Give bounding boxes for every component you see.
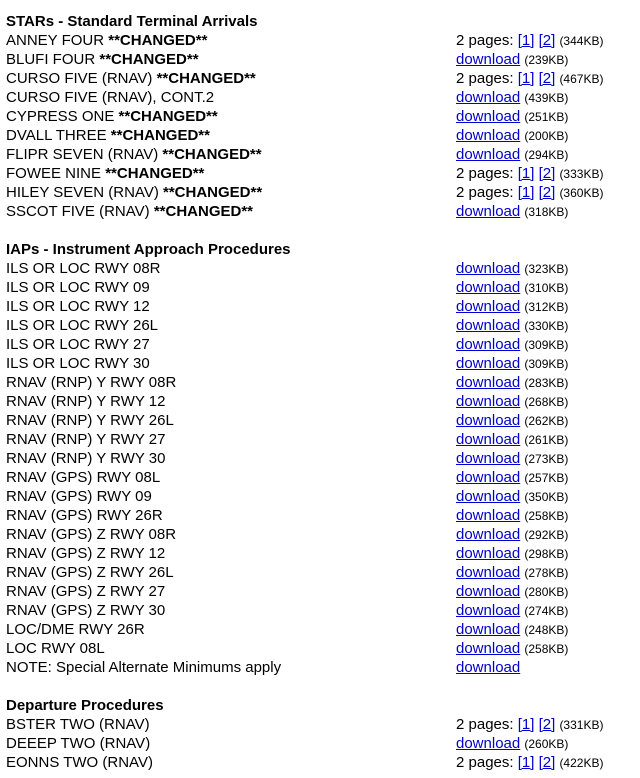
procedure-name (6, 563, 174, 582)
procedure-name (6, 525, 176, 544)
file-size: (292KB) (524, 528, 569, 542)
file-size: (251KB) (524, 110, 569, 124)
procedure-name (6, 316, 158, 335)
download-link[interactable]: download (456, 279, 521, 296)
download-links (456, 50, 568, 70)
procedure-row (6, 639, 640, 658)
download-links (456, 753, 603, 773)
file-size: (273KB) (524, 452, 569, 466)
download-links (456, 335, 568, 355)
procedure-name (6, 582, 165, 601)
download-link[interactable]: download (456, 51, 521, 68)
procedure-row (6, 31, 640, 50)
download-links (456, 107, 568, 127)
procedure-name-text: LOC RWY 08L (6, 640, 105, 657)
file-size: (239KB) (524, 53, 569, 67)
procedure-row (6, 753, 640, 772)
procedure-row (6, 506, 640, 525)
download-links (456, 278, 568, 298)
file-size: (258KB) (524, 509, 569, 523)
pages-label: 2 pages: (456, 184, 514, 201)
section-title: IAPs - Instrument Approach Procedures (6, 241, 291, 258)
download-links (456, 734, 568, 754)
pages-label: 2 pages: (456, 754, 514, 771)
file-size: (422KB) (559, 756, 604, 770)
download-links (456, 582, 568, 602)
procedure-row (6, 107, 640, 126)
procedure-name (6, 639, 105, 658)
file-size: (283KB) (524, 376, 569, 390)
section-title: Departure Procedures (6, 697, 164, 714)
download-links (456, 164, 603, 184)
download-links (456, 468, 568, 488)
procedure-name-text: RNAV (RNP) Y RWY 30 (6, 450, 166, 467)
procedure-row (6, 126, 640, 145)
procedure-row (6, 487, 640, 506)
procedure-name (6, 468, 160, 487)
procedure-name (6, 373, 176, 392)
file-size: (278KB) (524, 566, 569, 580)
procedure-row (6, 658, 640, 677)
procedure-name (6, 69, 256, 88)
procedure-name-text: RNAV (GPS) Z RWY 08R (6, 526, 177, 543)
file-size: (344KB) (559, 34, 604, 48)
download-links (456, 31, 603, 51)
procedure-name (6, 430, 166, 449)
procedure-name (6, 107, 218, 126)
file-size: (350KB) (524, 490, 569, 504)
procedure-row (6, 734, 640, 753)
download-link[interactable]: download (456, 336, 521, 353)
download-links (456, 544, 568, 564)
procedure-name (6, 620, 145, 639)
procedure-row (6, 202, 640, 221)
file-size: (312KB) (524, 300, 569, 314)
page-1-link[interactable]: [1] (517, 754, 535, 771)
procedure-row (6, 449, 640, 468)
procedure-name (6, 202, 253, 221)
changed-flag: **CHANGED** (153, 203, 253, 220)
download-link[interactable]: download (456, 488, 521, 505)
procedure-name (6, 601, 165, 620)
download-link[interactable]: download (456, 298, 521, 315)
download-links (456, 715, 603, 735)
file-size: (258KB) (524, 642, 569, 656)
download-link[interactable]: download (456, 374, 521, 391)
changed-flag: **CHANGED** (162, 146, 262, 163)
file-size: (298KB) (524, 547, 569, 561)
file-size: (257KB) (524, 471, 569, 485)
file-size: (268KB) (524, 395, 569, 409)
procedure-row (6, 430, 640, 449)
download-link[interactable]: download (456, 526, 521, 543)
changed-flag: **CHANGED** (108, 32, 208, 49)
procedure-name (6, 449, 166, 468)
procedure-name-text: CYPRESS ONE (6, 108, 115, 125)
procedure-name-text: RNAV (GPS) RWY 09 (6, 488, 152, 505)
download-link[interactable]: download (456, 469, 521, 486)
download-link[interactable]: download (456, 412, 521, 429)
procedure-name (6, 145, 262, 164)
file-size: (248KB) (524, 623, 569, 637)
changed-flag: **CHANGED** (163, 184, 263, 201)
download-links (456, 202, 568, 222)
procedure-name (6, 50, 199, 69)
procedure-row (6, 563, 640, 582)
file-size: (261KB) (524, 433, 569, 447)
file-size: (309KB) (524, 338, 569, 352)
page-2-link[interactable]: [2] (538, 165, 556, 182)
procedure-name-text: BSTER TWO (RNAV) (6, 716, 150, 733)
download-links (456, 487, 568, 507)
file-size: (294KB) (524, 148, 569, 162)
procedure-name-text: ANNEY FOUR (6, 32, 105, 49)
download-links (456, 392, 568, 412)
download-link[interactable]: download (456, 393, 521, 410)
file-size: (310KB) (524, 281, 569, 295)
file-size: (318KB) (524, 205, 569, 219)
download-link[interactable]: download (456, 355, 521, 372)
download-links (456, 126, 568, 146)
procedure-name-text: FOWEE NINE (6, 165, 102, 182)
page-1-link[interactable]: [1] (517, 70, 535, 87)
procedure-name (6, 126, 210, 145)
file-size: (274KB) (524, 604, 569, 618)
procedure-name-text: ILS OR LOC RWY 30 (6, 355, 150, 372)
procedure-name-text: RNAV (GPS) RWY 26R (6, 507, 163, 524)
file-size: (360KB) (559, 186, 604, 200)
download-link[interactable]: download (456, 450, 521, 467)
download-links (456, 373, 568, 393)
page-2-link[interactable]: [2] (538, 184, 556, 201)
procedure-name (6, 183, 262, 202)
procedure-row (6, 715, 640, 734)
procedure-name (6, 88, 214, 107)
download-links (456, 88, 568, 108)
procedure-row (6, 145, 640, 164)
pages-label: 2 pages: (456, 70, 514, 87)
file-size: (467KB) (559, 72, 604, 86)
download-link[interactable]: download (456, 583, 521, 600)
procedure-row (6, 316, 640, 335)
procedure-name-text: ILS OR LOC RWY 09 (6, 279, 150, 296)
procedure-row (6, 297, 640, 316)
download-links (456, 525, 568, 545)
procedure-row (6, 601, 640, 620)
download-link[interactable]: download (456, 89, 521, 106)
section (6, 12, 640, 221)
page-1-link[interactable]: [1] (517, 165, 535, 182)
download-link[interactable]: download (456, 564, 521, 581)
changed-flag: **CHANGED** (118, 108, 218, 125)
procedure-name-text: ILS OR LOC RWY 27 (6, 336, 150, 353)
download-links (456, 430, 568, 450)
changed-flag: **CHANGED** (156, 70, 256, 87)
procedure-name-text: LOC/DME RWY 26R (6, 621, 145, 638)
section-title: STARs - Standard Terminal Arrivals (6, 13, 258, 30)
procedure-name (6, 297, 150, 316)
procedure-name (6, 734, 150, 753)
procedure-row (6, 335, 640, 354)
download-link[interactable]: download (456, 260, 521, 277)
procedure-name-text: RNAV (GPS) Z RWY 26L (6, 564, 174, 581)
download-links (456, 620, 568, 640)
procedure-row (6, 582, 640, 601)
download-link[interactable]: download (456, 545, 521, 562)
procedure-name (6, 278, 150, 297)
changed-flag: **CHANGED** (99, 51, 199, 68)
procedure-name-text: FLIPR SEVEN (RNAV) (6, 146, 159, 163)
procedure-name-text: RNAV (GPS) Z RWY 12 (6, 545, 166, 562)
download-link[interactable]: download (456, 659, 521, 676)
procedure-name (6, 354, 150, 373)
procedure-name (6, 392, 166, 411)
file-size: (200KB) (524, 129, 569, 143)
procedure-name-text: RNAV (RNP) Y RWY 12 (6, 393, 166, 410)
procedure-name-text: EONNS TWO (RNAV) (6, 754, 153, 771)
download-link[interactable]: download (456, 602, 521, 619)
procedure-name-text: DVALL THREE (6, 127, 107, 144)
procedure-name (6, 411, 174, 430)
download-link[interactable]: download (456, 431, 521, 448)
download-links (456, 411, 568, 431)
procedure-name-text: NOTE: Special Alternate Minimums apply (6, 659, 282, 676)
download-links (456, 639, 568, 659)
file-size: (262KB) (524, 414, 569, 428)
procedure-name (6, 487, 152, 506)
download-links (456, 145, 568, 165)
changed-flag: **CHANGED** (110, 127, 210, 144)
download-links (456, 449, 568, 469)
procedure-row (6, 278, 640, 297)
procedure-name-text: RNAV (RNP) Y RWY 27 (6, 431, 166, 448)
procedure-row (6, 259, 640, 278)
changed-flag: **CHANGED** (105, 165, 205, 182)
procedure-name (6, 753, 153, 772)
procedure-name (6, 544, 165, 563)
download-link[interactable]: download (456, 108, 521, 125)
procedure-row (6, 411, 640, 430)
procedure-row (6, 88, 640, 107)
procedure-row (6, 392, 640, 411)
download-link[interactable]: download (456, 735, 521, 752)
file-size: (331KB) (559, 718, 604, 732)
download-links (456, 297, 568, 317)
procedure-name-text: RNAV (GPS) Z RWY 30 (6, 602, 166, 619)
procedure-row (6, 373, 640, 392)
file-size: (439KB) (524, 91, 569, 105)
page-2-link[interactable]: [2] (538, 70, 556, 87)
download-links (456, 563, 568, 583)
procedure-row (6, 183, 640, 202)
file-size: (260KB) (524, 737, 569, 751)
download-links (456, 183, 603, 203)
procedure-name-text: HILEY SEVEN (RNAV) (6, 184, 159, 201)
pages-label: 2 pages: (456, 32, 514, 49)
procedure-row (6, 354, 640, 373)
procedure-row (6, 164, 640, 183)
procedure-row (6, 468, 640, 487)
section (6, 240, 640, 677)
file-size: (330KB) (524, 319, 569, 333)
download-link[interactable]: download (456, 317, 521, 334)
procedure-row (6, 620, 640, 639)
procedure-name (6, 259, 161, 278)
download-link[interactable]: download (456, 640, 521, 657)
section (6, 696, 640, 772)
page-1-link[interactable]: [1] (517, 184, 535, 201)
procedure-name (6, 31, 207, 50)
procedure-name-text: CURSO FIVE (RNAV) (6, 70, 153, 87)
procedure-name-text: RNAV (RNP) Y RWY 26L (6, 412, 174, 429)
pages-label: 2 pages: (456, 716, 514, 733)
procedure-name-text: ILS OR LOC RWY 26L (6, 317, 159, 334)
procedure-name-text: RNAV (GPS) RWY 08L (6, 469, 161, 486)
download-links (456, 506, 568, 526)
page-2-link[interactable]: [2] (538, 32, 556, 49)
download-links (456, 69, 603, 89)
procedure-name-text: DEEEP TWO (RNAV) (6, 735, 151, 752)
procedure-row (6, 50, 640, 69)
procedure-name (6, 658, 281, 677)
page-1-link[interactable]: [1] (517, 32, 535, 49)
procedure-name-text: ILS OR LOC RWY 12 (6, 298, 150, 315)
procedure-row (6, 525, 640, 544)
procedure-name (6, 164, 204, 183)
page-2-link[interactable]: [2] (538, 754, 556, 771)
pages-label: 2 pages: (456, 165, 514, 182)
procedure-name (6, 335, 150, 354)
download-link[interactable]: download (456, 203, 521, 220)
procedure-name-text: CURSO FIVE (RNAV), CONT.2 (6, 89, 215, 106)
file-size: (309KB) (524, 357, 569, 371)
procedure-name (6, 715, 150, 734)
procedure-name-text: RNAV (GPS) Z RWY 27 (6, 583, 166, 600)
file-size: (333KB) (559, 167, 604, 181)
download-link[interactable]: download (456, 146, 521, 163)
page-1-link[interactable]: [1] (517, 716, 535, 733)
procedure-name-text: SSCOT FIVE (RNAV) (6, 203, 150, 220)
page-2-link[interactable]: [2] (538, 716, 556, 733)
download-links (456, 316, 568, 336)
procedure-row (6, 69, 640, 88)
download-link[interactable]: download (456, 127, 521, 144)
download-link[interactable]: download (456, 621, 521, 638)
procedure-row (6, 544, 640, 563)
file-size: (323KB) (524, 262, 569, 276)
file-size: (280KB) (524, 585, 569, 599)
download-links (456, 601, 568, 621)
download-links (456, 354, 568, 374)
procedure-name (6, 506, 163, 525)
procedure-name-text: BLUFI FOUR (6, 51, 96, 68)
procedure-name-text: RNAV (RNP) Y RWY 08R (6, 374, 177, 391)
download-links (456, 259, 568, 279)
download-link[interactable]: download (456, 507, 521, 524)
procedure-name-text: ILS OR LOC RWY 08R (6, 260, 161, 277)
download-links (456, 658, 520, 677)
